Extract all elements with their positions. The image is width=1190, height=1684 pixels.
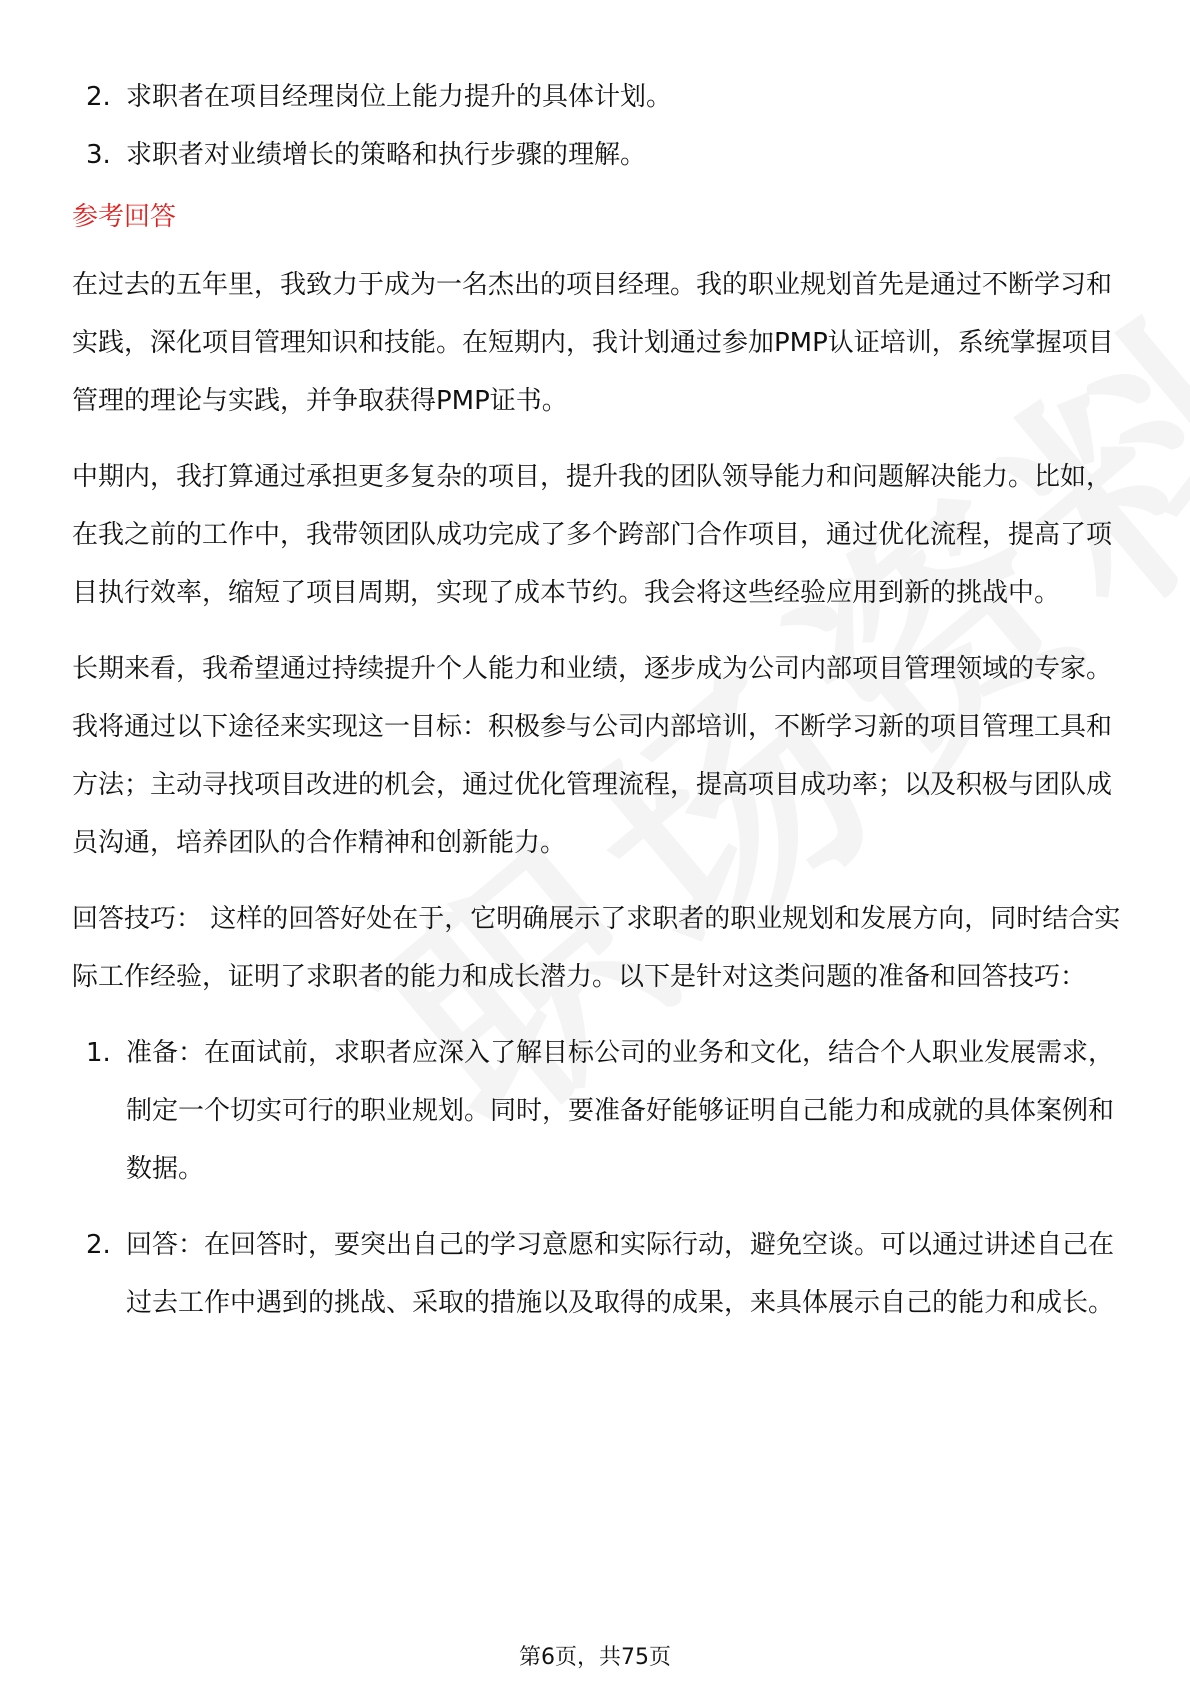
list-number: 2. bbox=[86, 82, 111, 112]
reference-answer-heading: 参考回答 bbox=[72, 202, 177, 232]
tips-intro-paragraph: 回答技巧： 这样的回答好处在于，它明确展示了求职者的职业规划和发展方向，同时结合实际工作经验，证明了求职者的能力和成长潜力。以下是针对这类问题的准备和回答技巧： bbox=[72, 904, 1121, 992]
answer-paragraph: 在过去的五年里，我致力于成为一名杰出的项目经理。我的职业规划首先是通过不断学习和实践，深化项目管理知识和技能。在短期内，我计划通过参加PMP认证培训，系统掌握项目管理的理论与实践，并争取获得PMP证书。 bbox=[72, 270, 1114, 416]
list-text: 求职者在项目经理岗位上能力提升的具体计划。 bbox=[126, 82, 673, 112]
page-footer: 第6页，共75页 bbox=[519, 1645, 671, 1670]
list-number: 2. bbox=[86, 1230, 111, 1260]
page-content bbox=[72, 68, 1122, 1332]
list-text: 回答：在回答时，要突出自己的学习意愿和实际行动，避免空谈。可以通过讲述自己在过去工作中遇到的挑战、采取的措施以及取得的成果，来具体展示自己的能力和成长。 bbox=[126, 1230, 1115, 1318]
list-item bbox=[72, 126, 1122, 184]
list-item bbox=[72, 1024, 1122, 1198]
list-item bbox=[72, 68, 1122, 126]
list-number: 1. bbox=[86, 1038, 111, 1068]
list-text: 准备：在面试前，求职者应深入了解目标公司的业务和文化，结合个人职业发展需求，制定一个切实可行的职业规划。同时，要准备好能够证明自己能力和成就的具体案例和数据。 bbox=[126, 1038, 1115, 1184]
answer-paragraph: 中期内，我打算通过承担更多复杂的项目，提升我的团队领导能力和问题解决能力。比如，在我之前的工作中，我带领团队成功完成了多个跨部门合作项目，通过优化流程，提高了项目执行效率，缩短了项目周期，实现了成本节约。我会将这些经验应用到新的挑战中。 bbox=[72, 462, 1113, 608]
list-item bbox=[72, 1216, 1122, 1332]
answer-paragraph: 长期来看，我希望通过持续提升个人能力和业绩，逐步成为公司内部项目管理领域的专家。我将通过以下途径来实现这一目标：积极参与公司内部培训，不断学习新的项目管理工具和方法；主动寻找项目改进的机会，通过优化管理流程，提高项目成功率；以及积极与团队成员沟通，培养团队的合作精神和创新能力。 bbox=[72, 654, 1113, 858]
list-number: 3. bbox=[86, 140, 111, 170]
list-text: 求职者对业绩增长的策略和执行步骤的理解。 bbox=[126, 140, 647, 170]
